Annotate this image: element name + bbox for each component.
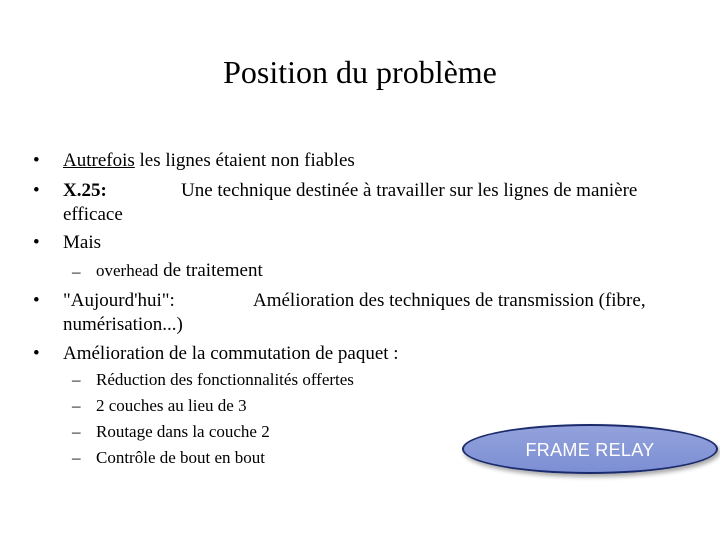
subitem-routage: Routage dans la couche 2 bbox=[96, 422, 270, 441]
overhead-rest: de traitement bbox=[158, 260, 263, 281]
x25-label: X.25: bbox=[63, 180, 107, 201]
aujourdhui-text: Amélioration des techniques de transmission (fibre, bbox=[253, 290, 646, 311]
aujourdhui-label: "Aujourd'hui": bbox=[63, 290, 175, 311]
dash-marker: – bbox=[72, 448, 81, 467]
subitem-controle: Contrôle de bout en bout bbox=[96, 448, 266, 467]
dash-marker: – bbox=[72, 422, 81, 441]
dash-marker: – bbox=[72, 396, 81, 415]
bullet-marker: • bbox=[33, 343, 40, 364]
bullet-marker: • bbox=[33, 150, 40, 171]
aujourdhui-continuation: numérisation...) bbox=[63, 314, 183, 335]
autrefois-text: les lignes étaient non fiables bbox=[134, 150, 355, 171]
slide-title: Position du problème bbox=[223, 54, 497, 90]
dash-marker: – bbox=[72, 370, 81, 389]
x25-continuation: efficace bbox=[63, 204, 123, 225]
overhead-word: overhead bbox=[96, 261, 159, 280]
dash-marker: – bbox=[72, 262, 81, 281]
subitem-couches: 2 couches au lieu de 3 bbox=[96, 396, 247, 415]
frame-relay-callout bbox=[462, 424, 718, 474]
x25-text: Une technique destinée à travailler sur les lignes de manière bbox=[181, 180, 638, 201]
commutation-text: Amélioration de la commutation de paquet : bbox=[63, 343, 399, 364]
bullet-marker: • bbox=[33, 290, 40, 311]
bullet-marker: • bbox=[33, 232, 40, 253]
overhead-subitem bbox=[96, 260, 263, 282]
bullet-autrefois bbox=[63, 150, 355, 172]
mais-text: Mais bbox=[63, 232, 101, 253]
bullet-marker: • bbox=[33, 180, 40, 201]
subitem-reduction: Réduction des fonctionnalités offertes bbox=[96, 370, 354, 389]
frame-relay-label: FRAME RELAY bbox=[525, 440, 655, 460]
autrefois-label: Autrefois bbox=[63, 150, 135, 171]
